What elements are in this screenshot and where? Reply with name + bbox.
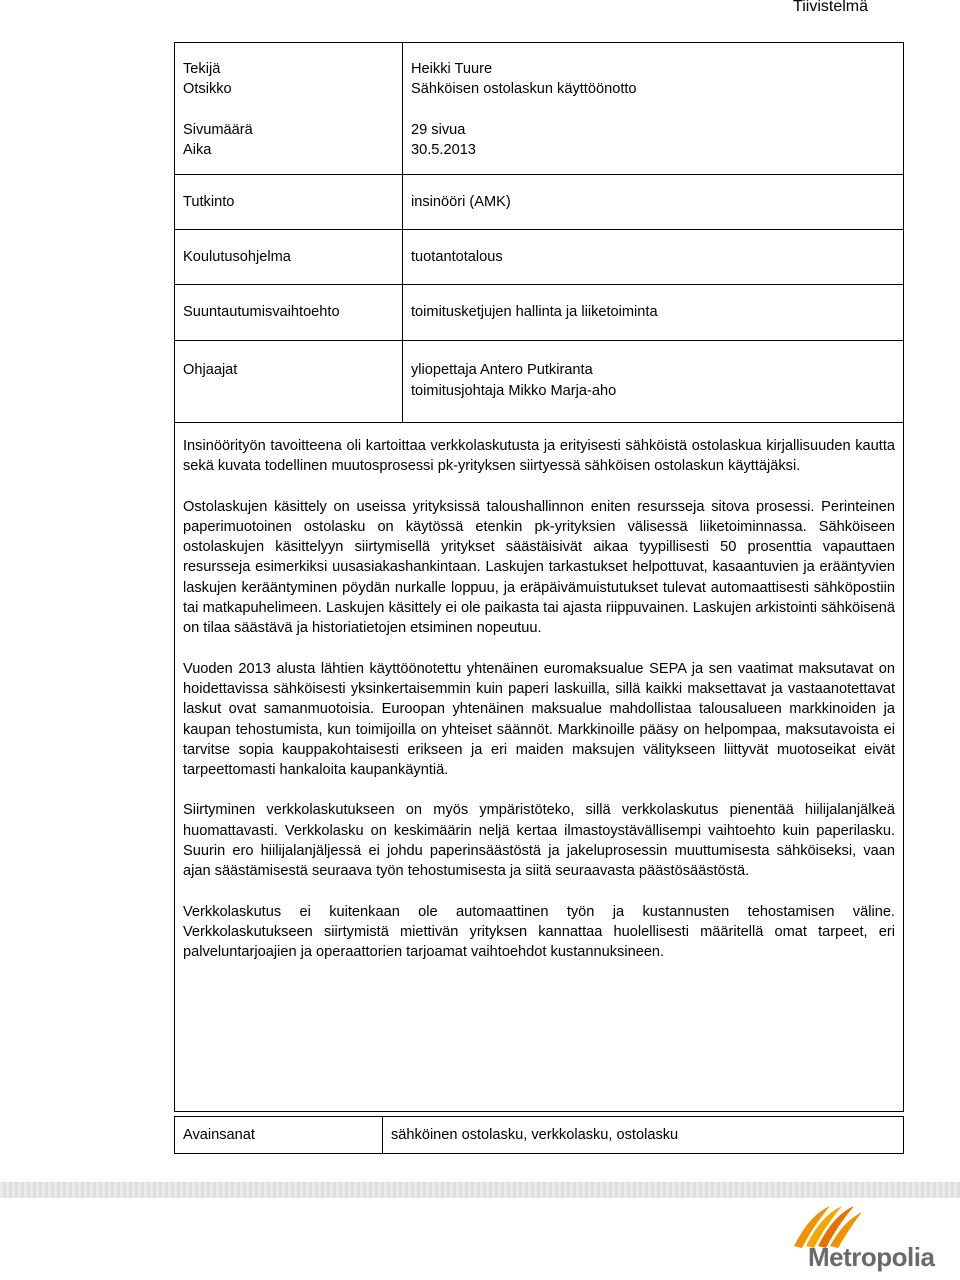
title-value: Sähköisen ostolaskun käyttöönotto [411, 81, 637, 97]
author-label: Tekijä [183, 61, 221, 77]
keywords-value: sähköinen ostolasku, verkkolasku, ostolasku [391, 1127, 679, 1143]
abstract-paragraph: Vuoden 2013 alusta lähtien käyttöönotettu yhtenäinen euromaksualue SEPA ja sen vaatimat maksutavat on hoidettavissa sähköisesti yksinkertaisemmin kuin paperi laskuilla, sillä kaikki maksettavat ja vastaanotettavat laskut ovat samanmuotoisia. Euroopan yhtenäinen maksualue mahdollistaa talousalueen markkinoiden ja kaupan tehostumista, kun toimijoilla on yhteiset säännöt. Markkinoille pääsy on helpompaa, maksutavoista ei tarvitse sopia kauppakohtaisesti erikseen ja eri maiden maksujen välitykseen liittyvät muotoseikat eivät tarpeettomasti hankaloita kaupankäyntiä. [183, 660, 895, 779]
pages-value: 29 sivua [411, 122, 466, 138]
abstract-paragraph: Verkkolaskutus ei kuitenkaan ole automaattinen työn ja kustannusten tehostamisen väline. Verkkolaskutukseen siirtymistä miettivän yrityksen kannattaa huolellisesti määritellä omat tarpeet, eri palveluntarjoajien ja operaattorien tarjoamat vaihtoehdot kustannuksineen. [183, 903, 895, 961]
specialisation-value: toimitusketjujen hallinta ja liiketoiminta [411, 304, 658, 320]
title-label: Otsikko [183, 81, 232, 97]
author-title-date-row [175, 43, 903, 175]
supervisor-2: toimitusjohtaja Mikko Marja-aho [411, 383, 617, 399]
degree-label: Tutkinto [183, 194, 235, 210]
logo-text: Metropolia [808, 1242, 935, 1272]
footer-band [0, 1182, 960, 1198]
author-value: Heikki Tuure [411, 61, 493, 77]
supervisors-label: Ohjaajat [183, 362, 238, 378]
abstract-paragraph: Siirtyminen verkkolaskutukseen on myös ympäristöteko, sillä verkkolaskutus pienentää hiilijalanjälkeä huomattavasti. Verkkolasku on keskimäärin neljä kertaa ilmastoystävällisempi vaihtoehto kuin paperilasku. Suurin ero hiilijalanjäljessä ei johdu paperinsäästöstä ja jakeluprosessin muuttumisesta sähköiseksi, vaan ajan säästämisestä seuraava työn tehostumisesta ja siitä seuraavasta päästösäästöstä. [183, 802, 895, 880]
keywords-label: Avainsanat [183, 1127, 255, 1143]
date-value: 30.5.2013 [411, 142, 476, 158]
metropolia-logo [780, 1202, 960, 1276]
abstract-paragraph: Ostolaskujen käsittely on useissa yrityksissä taloushallinnon eniten resursseja sitova prosessi. Perinteinen paperimuotoinen ostolasku on käytössä etenkin pk-yrityksien välisessä liiketoiminnassa. Sähköiseen ostolaskujen käsittelyyn siirtymisellä yritykset säästäisivät aikaa tyypillisesti 50 prosenttia vapauttaen resursseja esimerkiksi uusasiakashankintaan. Laskujen tarkastukset helpottuvat, kasaantuvien ja erääntyvien laskujen kerääntyminen pöydän nurkalle loppuu, ja eräpäivämuistutukset tulevat automaattisesti sähköpostiin tai matkapuhelimeen. Laskujen käsittely ei ole paikasta tai ajasta riippuvainen. Laskujen arkistointi sähköisenä on tilaa säästävä ja historiatietojen etsiminen nopeutuu. [183, 498, 895, 637]
abstract-paragraph: Insinöörityön tavoitteena oli kartoittaa verkkolaskutusta ja erityisesti sähköistä ostolaskua kirjallisuuden kautta sekä kuvata todellinen muutosprosessi pk-yrityksen siirtyessä sähköisen ostolaskun käyttäjäksi. [183, 438, 895, 475]
programme-value: tuotantotalous [411, 249, 503, 265]
supervisor-1: yliopettaja Antero Putkiranta [411, 362, 593, 378]
page-title: Tiivistelmä [793, 0, 868, 15]
supervisors-row [175, 341, 903, 423]
degree-value: insinööri (AMK) [411, 194, 511, 210]
specialisation-label: Suuntautumisvaihtoehto [183, 304, 340, 320]
programme-label: Koulutusohjelma [183, 249, 291, 265]
keywords-divider [382, 1117, 383, 1153]
pages-label: Sivumäärä [183, 122, 253, 138]
programme-row [175, 230, 903, 285]
degree-row [175, 175, 903, 230]
abstract-form [174, 42, 904, 1112]
date-label: Aika [183, 142, 212, 158]
keywords-table [174, 1116, 904, 1154]
specialisation-row [175, 285, 903, 341]
abstract-text [183, 436, 895, 983]
